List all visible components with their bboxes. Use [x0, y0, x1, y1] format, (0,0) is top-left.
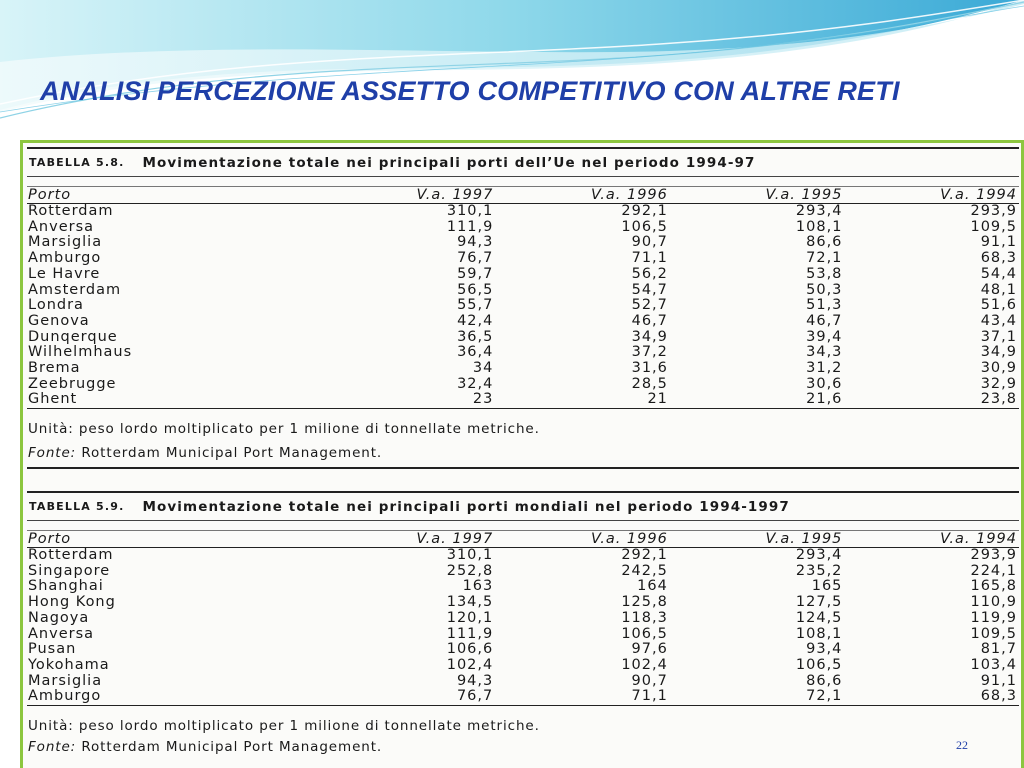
table-row — [27, 298, 1019, 314]
value-cell: 51,6 — [980, 297, 1017, 314]
table-row — [27, 314, 1019, 330]
port-name-cell: Zeebrugge — [28, 375, 117, 392]
value-cell: 34,9 — [980, 344, 1017, 361]
value-cell: 32,9 — [980, 375, 1017, 392]
value-cell: 42,4 — [457, 312, 494, 329]
value-cell: 56,2 — [631, 265, 668, 282]
value-cell: 53,8 — [806, 265, 843, 282]
value-cell: 34,3 — [806, 344, 843, 361]
value-cell: 293,4 — [795, 547, 843, 563]
slide-page-number: 22 — [956, 738, 968, 752]
value-cell: 235,2 — [795, 562, 843, 579]
table-row — [27, 204, 1019, 220]
value-cell: 224,1 — [970, 562, 1017, 579]
divider — [27, 521, 1019, 531]
table-5-8 — [27, 147, 1019, 469]
value-cell: 163 — [462, 578, 494, 595]
source-note — [27, 739, 1019, 755]
table-title: Movimentazione totale nei principali porti mondiali nel periodo 1994-1997 — [142, 498, 790, 515]
value-cell: 52,7 — [631, 297, 668, 314]
port-name-cell: Rotterdam — [28, 203, 114, 219]
table-row — [27, 658, 1019, 674]
value-cell: 86,6 — [806, 234, 843, 251]
value-cell: 293,9 — [970, 547, 1017, 563]
value-cell: 164 — [637, 578, 668, 595]
value-cell: 94,3 — [457, 234, 494, 251]
value-cell: 34 — [472, 360, 494, 377]
column-header-1997: V.a. 1997 — [321, 187, 496, 204]
value-cell: 86,6 — [806, 672, 843, 689]
port-name-cell: Rotterdam — [28, 547, 114, 563]
table-row — [27, 627, 1019, 643]
column-header-1995: V.a. 1995 — [670, 187, 845, 204]
value-cell: 293,4 — [795, 203, 843, 219]
value-cell: 109,5 — [970, 625, 1017, 642]
value-cell: 31,2 — [806, 360, 843, 377]
value-cell: 106,6 — [446, 641, 494, 658]
table-title: Movimentazione totale nei principali porti dell’Ue nel periodo 1994-97 — [142, 154, 756, 171]
port-name-cell: Anversa — [28, 218, 95, 235]
port-name-cell: Genova — [28, 312, 90, 329]
table-row — [27, 283, 1019, 299]
value-cell: 23 — [321, 392, 496, 408]
value-cell: 56,5 — [457, 281, 494, 298]
value-cell: 293,9 — [970, 203, 1017, 219]
value-cell: 37,1 — [980, 328, 1017, 345]
value-cell: 93,4 — [806, 641, 843, 658]
table-header — [27, 491, 1019, 521]
table-row — [27, 267, 1019, 283]
value-cell: 72,1 — [806, 250, 843, 267]
port-name-cell: Dunqerque — [28, 328, 118, 345]
column-header-1997: V.a. 1997 — [321, 531, 496, 548]
value-cell: 165 — [811, 578, 843, 595]
port-name-cell: Londra — [28, 297, 84, 314]
port-name-cell: Pusan — [28, 641, 77, 658]
value-cell: 76,7 — [321, 689, 496, 705]
port-name-cell: Shanghai — [28, 578, 104, 595]
value-cell: 51,3 — [806, 297, 843, 314]
table-row — [27, 564, 1019, 580]
value-cell: 94,3 — [456, 672, 494, 689]
port-name-cell: Amsterdam — [28, 281, 122, 298]
value-cell: 37,2 — [631, 344, 668, 361]
value-cell: 21 — [495, 392, 670, 408]
table-row — [27, 361, 1019, 377]
table-row — [27, 579, 1019, 595]
source-note — [27, 445, 1019, 461]
value-cell: 125,8 — [621, 594, 668, 611]
port-name-cell: Anversa — [28, 625, 95, 642]
table-row — [27, 595, 1019, 611]
value-cell: 106,5 — [795, 656, 843, 673]
value-cell: 50,3 — [806, 281, 843, 298]
table-row — [27, 548, 1019, 564]
value-cell: 32,4 — [457, 375, 494, 392]
value-cell: 103,4 — [970, 656, 1017, 673]
value-cell: 110,9 — [970, 594, 1017, 611]
value-cell: 124,5 — [795, 609, 843, 626]
value-cell: 165,8 — [970, 578, 1017, 595]
value-cell: 252,8 — [446, 562, 494, 579]
table-row — [27, 345, 1019, 361]
value-cell: 36,5 — [457, 328, 494, 345]
value-cell: 118,3 — [621, 609, 668, 626]
port-name-cell: Hong Kong — [28, 594, 116, 611]
value-cell: 127,5 — [795, 594, 843, 611]
value-cell: 310,1 — [446, 203, 494, 219]
value-cell: 102,4 — [446, 656, 494, 673]
column-header-1996: V.a. 1996 — [495, 531, 670, 548]
value-cell: 23,8 — [844, 392, 1019, 408]
value-cell: 72,1 — [670, 689, 845, 705]
table-row — [27, 330, 1019, 346]
port-name-cell: Amburgo — [28, 250, 102, 267]
value-cell: 21,6 — [670, 392, 845, 408]
column-header-1996: V.a. 1996 — [495, 187, 670, 204]
table-row — [27, 251, 1019, 267]
value-cell: 81,7 — [980, 641, 1017, 658]
value-cell: 54,4 — [980, 265, 1017, 282]
value-cell: 71,1 — [631, 250, 668, 267]
table-row — [27, 220, 1019, 236]
column-header-1994: V.a. 1994 — [844, 187, 1019, 204]
table-row — [27, 642, 1019, 658]
table-row — [27, 611, 1019, 627]
value-cell: 68,3 — [844, 689, 1019, 705]
value-cell: 90,7 — [631, 672, 668, 689]
value-cell: 91,1 — [980, 234, 1017, 251]
table-number: TABELLA 5.9. — [29, 500, 125, 513]
value-cell: 71,1 — [495, 689, 670, 705]
value-cell: 31,6 — [631, 360, 668, 377]
slide-title: ANALISI PERCEZIONE ASSETTO COMPETITIVO CON ALTRE RETI — [40, 76, 900, 106]
column-header-porto: Porto — [27, 531, 321, 548]
value-cell: 134,5 — [446, 594, 494, 611]
value-cell: 310,1 — [446, 547, 494, 563]
source-label: Fonte: — [28, 739, 77, 756]
value-cell: 109,5 — [970, 218, 1017, 235]
value-cell: 43,4 — [980, 312, 1017, 329]
value-cell: 36,4 — [457, 344, 494, 361]
data-table — [27, 531, 1019, 706]
table-row — [27, 377, 1019, 393]
value-cell: 90,7 — [631, 234, 668, 251]
column-header-porto: Porto — [27, 187, 321, 204]
value-cell: 120,1 — [446, 609, 494, 626]
data-table — [27, 187, 1019, 409]
divider — [27, 467, 1019, 469]
table-5-9 — [27, 491, 1019, 755]
table-number: TABELLA 5.8. — [29, 156, 125, 169]
value-cell: 28,5 — [631, 375, 668, 392]
port-name-cell: Singapore — [28, 562, 111, 579]
value-cell: 76,7 — [457, 250, 494, 267]
header-wave-decoration — [0, 0, 1024, 130]
value-cell: 46,7 — [631, 312, 668, 329]
port-name-cell: Yokohama — [28, 656, 110, 673]
column-header-1995: V.a. 1995 — [670, 531, 845, 548]
unit-note: Unità: peso lordo moltiplicato per 1 milione di tonnellate metriche. — [28, 421, 540, 438]
value-cell: 108,1 — [795, 218, 843, 235]
port-name-cell: Marsiglia — [28, 672, 103, 689]
port-name-cell: Brema — [28, 360, 81, 377]
value-cell: 111,9 — [446, 625, 494, 642]
table-row — [27, 689, 1019, 705]
value-cell: 119,9 — [970, 609, 1017, 626]
table-row — [27, 235, 1019, 251]
port-name-cell: Wilhelmhaus — [28, 344, 133, 361]
value-cell: 106,5 — [621, 625, 668, 642]
value-cell: 48,1 — [980, 281, 1017, 298]
value-cell: 46,7 — [806, 312, 843, 329]
divider — [27, 177, 1019, 187]
value-cell: 102,4 — [621, 656, 668, 673]
scanned-tables-image — [20, 140, 1024, 768]
table-row — [27, 392, 1019, 408]
value-cell: 106,5 — [621, 218, 668, 235]
port-name-cell: Le Havre — [28, 265, 101, 282]
port-name-cell: Nagoya — [28, 609, 90, 626]
value-cell: 30,6 — [806, 375, 843, 392]
value-cell: 39,4 — [806, 328, 843, 345]
value-cell: 30,9 — [980, 360, 1017, 377]
value-cell: 55,7 — [457, 297, 494, 314]
port-name-cell: Amburgo — [27, 689, 321, 705]
value-cell: 91,1 — [980, 672, 1017, 689]
unit-note: Unità: peso lordo moltiplicato per 1 milione di tonnellate metriche. — [28, 718, 540, 735]
value-cell: 108,1 — [795, 625, 843, 642]
port-name-cell: Ghent — [27, 392, 321, 408]
value-cell: 97,6 — [631, 641, 668, 658]
source-label: Fonte: — [28, 445, 77, 462]
value-cell: 242,5 — [621, 562, 668, 579]
value-cell: 292,1 — [621, 547, 668, 563]
port-name-cell: Marsiglia — [28, 234, 103, 251]
table-row — [27, 674, 1019, 690]
value-cell: 111,9 — [446, 218, 494, 235]
source-text: Rotterdam Municipal Port Management. — [81, 739, 383, 756]
value-cell: 292,1 — [621, 203, 668, 219]
value-cell: 34,9 — [631, 328, 668, 345]
value-cell: 59,7 — [457, 265, 494, 282]
source-text: Rotterdam Municipal Port Management. — [81, 445, 383, 462]
value-cell: 54,7 — [631, 281, 668, 298]
column-header-1994: V.a. 1994 — [844, 531, 1019, 548]
table-header — [27, 147, 1019, 177]
value-cell: 68,3 — [980, 250, 1017, 267]
